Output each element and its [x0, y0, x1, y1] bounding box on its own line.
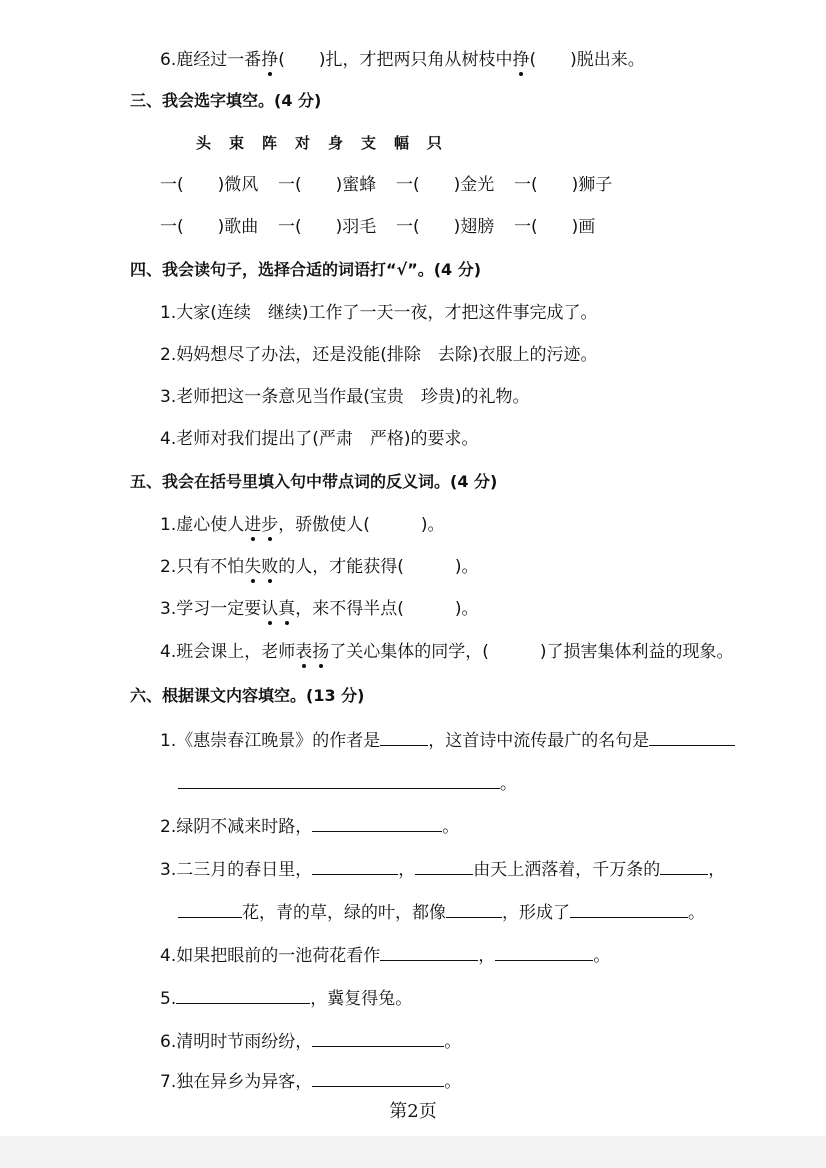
- word-bank-item: 支: [361, 134, 377, 152]
- fill-blank[interactable]: [312, 1028, 444, 1047]
- page-number: 第2页: [389, 1101, 437, 1122]
- word-bank-item: 身: [328, 134, 344, 152]
- section-6-q7: 7.独在异乡为异客， 。: [160, 1068, 461, 1094]
- section-6-title: 六、根据课文内容填空。(13 分): [130, 686, 365, 705]
- section-4-title: 四、我会读句子，选择合适的词语打“√”。(4 分): [130, 260, 482, 279]
- section-4-item: 1.大家(连续 继续)工作了一天一夜，才把这件事完成了。: [160, 303, 598, 323]
- section-6-q3: 3.二三月的春日里， ， 由天上洒落着，千万条的 ，: [160, 856, 725, 882]
- section-6-q3-cont: 花，青的草，绿的叶，都像 ，形成了 。: [178, 899, 705, 925]
- fill-blank[interactable]: [178, 899, 242, 918]
- fill-blank[interactable]: [570, 899, 688, 918]
- measure-word-row-1: 一( )微风 一( )蜜蜂 一( )金光 一( )狮子: [160, 175, 613, 195]
- fill-blank[interactable]: [380, 942, 478, 961]
- section-6-q1-cont: 。: [178, 770, 517, 796]
- section-4-item: 2.妈妈想尽了办法，还是没能(排除 去除)衣服上的污迹。: [160, 345, 598, 365]
- bottom-margin: [0, 1136, 826, 1168]
- question-6-deer: 6.鹿经过一番挣( )扎，才把两只角从树枝中挣( )脱出来。: [160, 50, 645, 70]
- fill-blank[interactable]: [415, 856, 473, 875]
- section-5-item: 4.班会课上，老师表扬了关心集体的同学，( )了损害集体利益的现象。: [160, 642, 734, 662]
- section-5-item: 1.虚心使人进步，骄傲使人( )。: [160, 515, 445, 535]
- word-bank: [196, 131, 460, 155]
- word-bank-item: 只: [427, 134, 443, 152]
- word-bank-item: 幅: [394, 134, 410, 152]
- section-4-item: 3.老师把这一条意见当作最(宝贵 珍贵)的礼物。: [160, 387, 530, 407]
- fill-blank[interactable]: [495, 942, 593, 961]
- section-4-item: 4.老师对我们提出了(严肃 严格)的要求。: [160, 429, 479, 449]
- section-6-q6: 6.清明时节雨纷纷， 。: [160, 1028, 461, 1054]
- fill-blank[interactable]: [312, 813, 442, 832]
- fill-blank[interactable]: [660, 856, 708, 875]
- word-bank-item: 束: [229, 134, 245, 152]
- fill-blank[interactable]: [649, 727, 735, 746]
- fill-blank[interactable]: [176, 985, 310, 1004]
- section-6-q4: 4.如果把眼前的一池荷花看作 ， 。: [160, 942, 610, 968]
- word-bank-item: 对: [295, 134, 311, 152]
- section-6-q1: 1.《惠崇春江晚景》的作者是 ，这首诗中流传最广的名句是: [160, 727, 735, 753]
- fill-blank[interactable]: [312, 1068, 444, 1087]
- fill-blank[interactable]: [380, 727, 428, 746]
- section-5-item: 2.只有不怕失败的人，才能获得( )。: [160, 557, 479, 577]
- fill-blank[interactable]: [446, 899, 502, 918]
- fill-blank[interactable]: [312, 856, 398, 875]
- section-3-title: 三、我会选字填空。(4 分): [130, 91, 322, 110]
- section-5-title: 五、我会在括号里填入句中带点词的反义词。(4 分): [130, 472, 498, 491]
- word-bank-item: 阵: [262, 134, 278, 152]
- section-6-q2: 2.绿阴不减来时路， 。: [160, 813, 459, 839]
- section-5-item: 3.学习一定要认真，来不得半点( )。: [160, 599, 479, 619]
- fill-blank[interactable]: [178, 770, 500, 789]
- measure-word-row-2: 一( )歌曲 一( )羽毛 一( )翅膀 一( )画: [160, 217, 596, 237]
- section-6-q5: 5. ，冀复得兔。: [160, 985, 412, 1011]
- word-bank-item: 头: [196, 134, 212, 152]
